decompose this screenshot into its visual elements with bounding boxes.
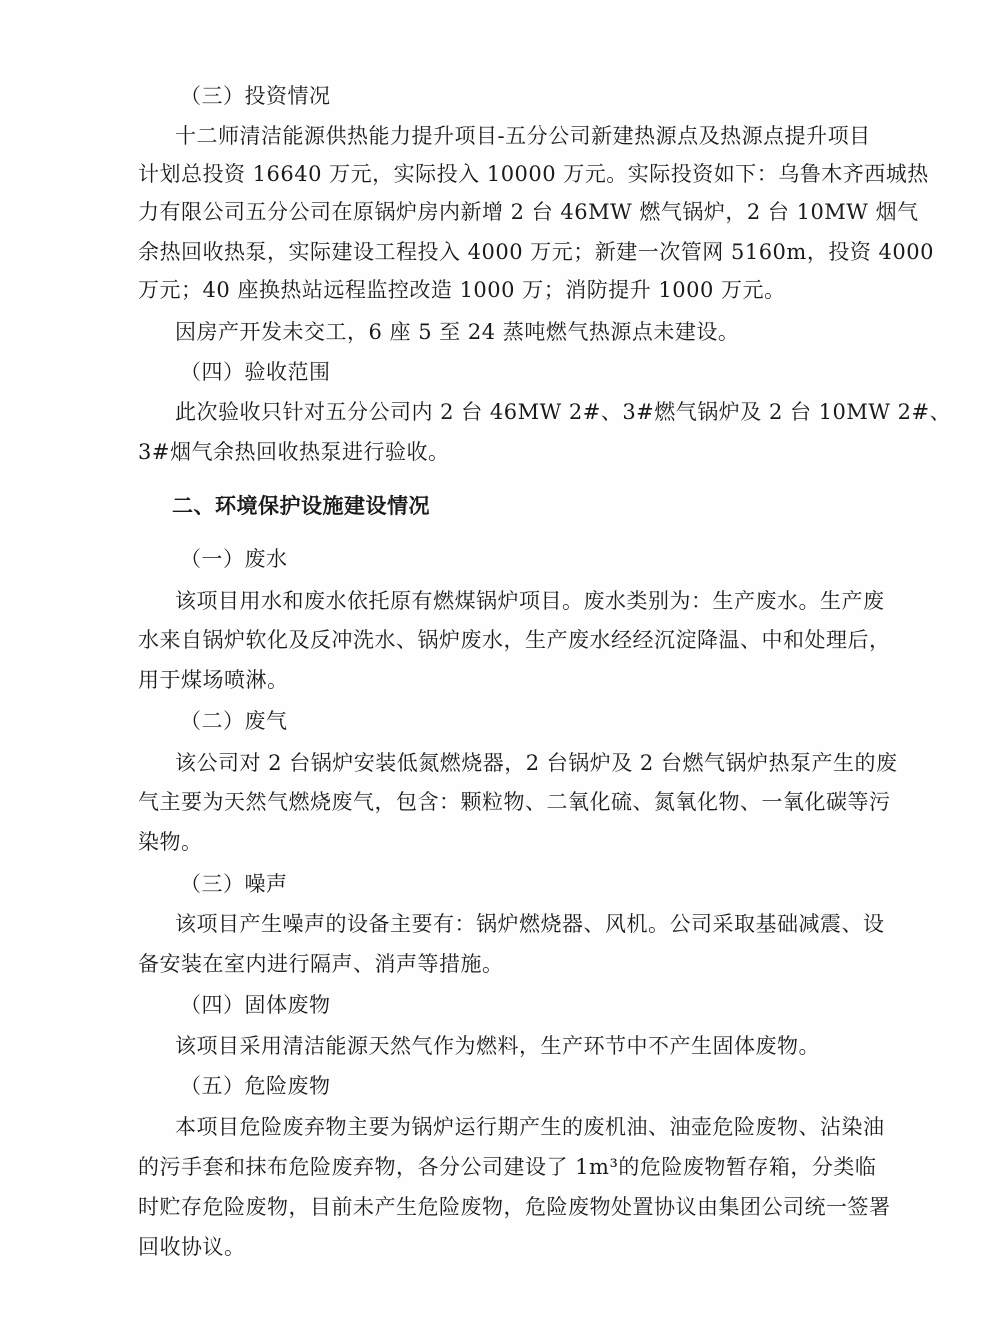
hazardous-line-2: 的污手套和抹布危险废弃物，各分公司建设了 1m³的危险废物暂存箱，分类临: [138, 1155, 877, 1179]
noise-line-1: 该项目产生噪声的设备主要有：锅炉燃烧器、风机。公司采取基础减震、设: [175, 912, 885, 936]
investment-line-1: 十二师清洁能源供热能力提升项目-五分公司新建热源点及热源点提升项目: [175, 124, 871, 148]
investment-line-3: 力有限公司五分公司在原锅炉房内新增 2 台 46MW 燃气锅炉，2 台 10MW 烟气: [138, 200, 919, 224]
heading-investment: （三）投资情况: [180, 84, 331, 108]
hazardous-line-4: 回收协议。: [138, 1235, 246, 1259]
heading-hazardous-waste: （五）危险废物: [180, 1074, 331, 1098]
heading-wastewater: （一）废水: [180, 547, 288, 571]
investment-line-4: 余热回收热泵，实际建设工程投入 4000 万元；新建一次管网 5160m，投资 4000: [138, 240, 934, 264]
wastewater-line-2: 水来自锅炉软化及反冲洗水、锅炉废水，生产废水经经沉淀降温、中和处理后，: [138, 628, 891, 652]
solid-waste-line-1: 该项目采用清洁能源天然气作为燃料，生产环节中不产生固体废物。: [175, 1034, 820, 1058]
exhaust-line-1: 该公司对 2 台锅炉安装低氮燃烧器，2 台锅炉及 2 台燃气锅炉热泵产生的废: [175, 751, 898, 775]
hazardous-line-1: 本项目危险废弃物主要为锅炉运行期产生的废机油、油壶危险废物、沾染油: [175, 1115, 885, 1139]
heading-solid-waste: （四）固体废物: [180, 993, 331, 1017]
heading-env-protection: 二、环境保护设施建设情况: [172, 493, 430, 518]
hazardous-line-3: 时贮存危险废物，目前未产生危险废物，危险废物处置协议由集团公司统一签署: [138, 1195, 891, 1219]
investment-line-2: 计划总投资 16640 万元，实际投入 10000 万元。实际投资如下：乌鲁木齐西城热: [138, 162, 929, 186]
heading-noise: （三）噪声: [180, 872, 288, 896]
exhaust-line-2: 气主要为天然气燃烧废气，包含：颗粒物、二氧化硫、氮氧化物、一氧化碳等污: [138, 790, 891, 814]
heading-scope: （四）验收范围: [180, 360, 331, 384]
exhaust-line-3: 染物。: [138, 830, 203, 854]
wastewater-line-3: 用于煤场喷淋。: [138, 668, 289, 692]
scope-line-1: 此次验收只针对五分公司内 2 台 46MW 2#、3#燃气锅炉及 2 台 10MW 2#、: [175, 400, 952, 424]
heading-exhaust: （二）废气: [180, 709, 288, 733]
investment-note: 因房产开发未交工，6 座 5 至 24 蒸吨燃气热源点未建设。: [175, 320, 740, 344]
noise-line-2: 备安装在室内进行隔声、消声等措施。: [138, 952, 504, 976]
investment-line-5: 万元；40 座换热站远程监控改造 1000 万；消防提升 1000 万元。: [138, 278, 786, 302]
scope-line-2: 3#烟气余热回收热泵进行验收。: [138, 440, 450, 464]
wastewater-line-1: 该项目用水和废水依托原有燃煤锅炉项目。废水类别为：生产废水。生产废: [175, 589, 885, 613]
